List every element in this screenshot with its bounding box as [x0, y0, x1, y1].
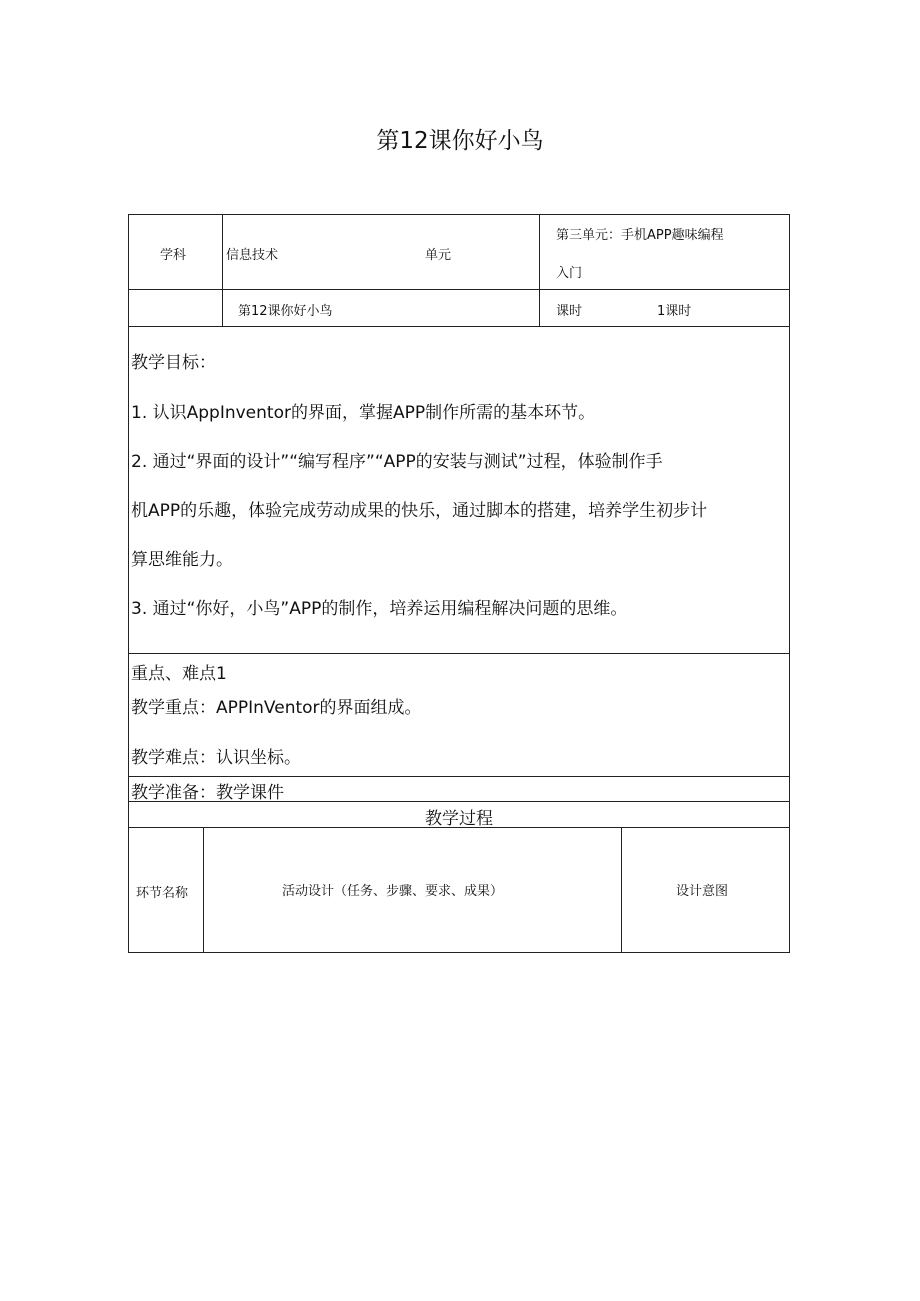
page-title: 第12课你好小鸟: [376, 128, 544, 154]
process-col-divider-1: [203, 827, 204, 953]
objective-2-line3: 算思维能力。: [131, 550, 233, 570]
objectives-heading: 教学目标：: [131, 353, 216, 373]
difficulty-point: 教学难点：认识坐标。: [131, 748, 301, 768]
subject-value: 信息技术: [226, 248, 279, 263]
unit-value-line2: 入门: [556, 266, 583, 281]
objective-2-line2: 机APP的乐趣，体验完成劳动成果的快乐，通过脚本的搭建，培养学生初步计: [131, 501, 708, 521]
lesson-value: 第12课你好小鸟: [238, 304, 333, 319]
info-col-divider-1: [222, 214, 223, 327]
subject-label: 学科: [160, 248, 187, 263]
info-col-divider-2: [539, 214, 540, 327]
unit-label: 单元: [425, 248, 452, 263]
objective-2-line1: 2. 通过“界面的设计”“编写程序”“APP的安装与测试”过程，体验制作手: [131, 452, 663, 472]
process-col-intent: 设计意图: [676, 884, 729, 899]
process-col-activity: 活动设计（任务、步骤、要求、成果）: [282, 884, 504, 899]
process-col-stage-name: 环节名称: [136, 886, 189, 901]
process-heading: 教学过程: [425, 809, 493, 829]
objective-1: 1. 认识AppInventor的界面，掌握APP制作所需的基本环节。: [131, 403, 596, 423]
period-value: 1课时: [657, 304, 692, 319]
objectives-divider: [128, 653, 790, 654]
teaching-preparation: 教学准备：教学课件: [131, 783, 284, 803]
process-col-divider-2: [621, 827, 622, 953]
unit-value-line1: 第三单元：手机APP趣味编程: [556, 228, 724, 243]
keypoints-divider: [128, 776, 790, 777]
keypoints-heading: 重点、难点1: [131, 664, 227, 684]
objective-3: 3. 通过“你好，小鸟”APP的制作，培养运用编程解决问题的思维。: [131, 599, 628, 619]
info-row-divider: [128, 289, 790, 290]
key-point: 教学重点：APPInVentor的界面组成。: [131, 698, 422, 718]
period-label: 课时: [556, 304, 583, 319]
